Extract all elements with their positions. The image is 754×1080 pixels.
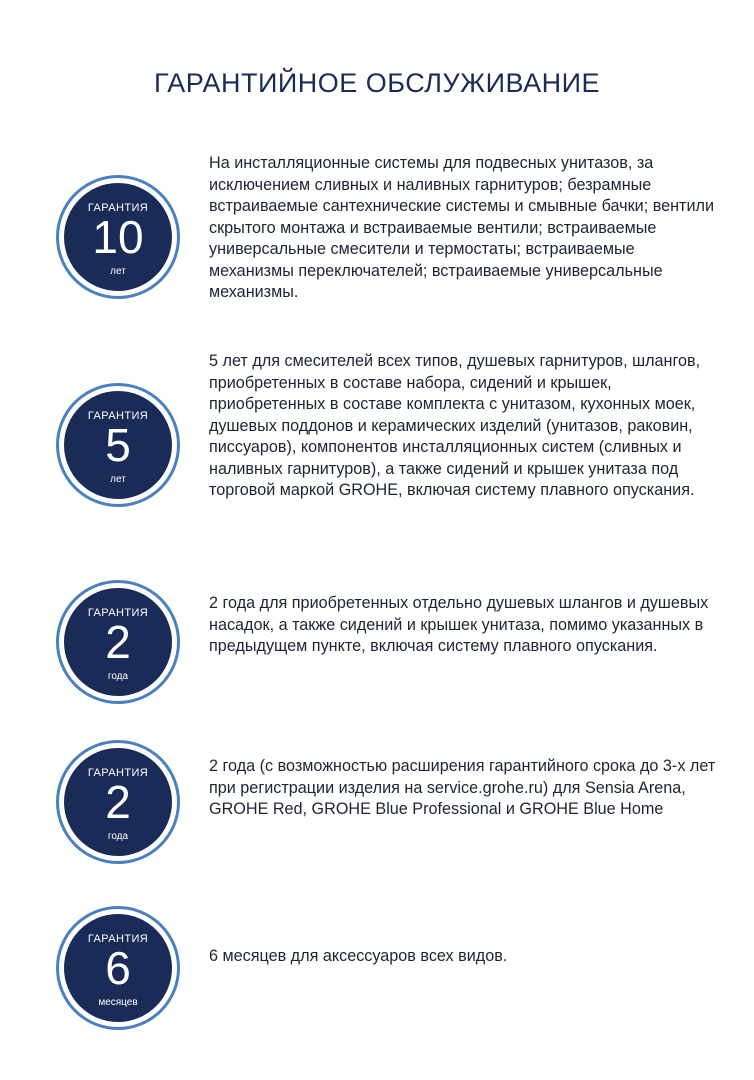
badge-unit: лет bbox=[110, 266, 126, 277]
warranty-description: 2 года (с возможностью расширения гарантийного срока до 3-х лет при регистрации изделия на service.grohe.ru) для Sensia Arena, GROHE Red, GROHE Blue Professional и GROHE Blue Home bbox=[209, 757, 716, 818]
badge-number: 10 bbox=[92, 211, 144, 263]
warranty-description: 6 месяцев для аксессуаров всех видов. bbox=[209, 947, 508, 965]
badge-label: ГАРАНТИЯ bbox=[87, 202, 149, 214]
badge-label: ГАРАНТИЯ bbox=[87, 767, 149, 779]
warranty-badge bbox=[56, 383, 180, 507]
warranty-badge bbox=[56, 740, 180, 864]
warranty-badge bbox=[56, 906, 180, 1030]
badge-unit: года bbox=[107, 671, 129, 682]
warranty-badge bbox=[56, 175, 180, 299]
badge-label: ГАРАНТИЯ bbox=[87, 410, 149, 422]
badge-unit: лет bbox=[110, 474, 126, 485]
badge-number: 6 bbox=[105, 942, 131, 994]
badge-label: ГАРАНТИЯ bbox=[87, 933, 149, 945]
badge-number: 2 bbox=[105, 616, 131, 668]
badge-unit: месяцев bbox=[98, 997, 138, 1008]
badge-unit: года bbox=[107, 831, 129, 842]
warranty-description: 5 лет для смесителей всех типов, душевых гарнитуров, шлангов, приобретенных в составе набора, сидений и крышек, приобретенных в составе комплекта с унитазом, кухонных моек, душевых поддонов и керамических изделий (унитазов, раковин, писсуаров), компонентов инсталляционных систем (сливных и наливных гарнитуров), а также сидений и крышек унитаза под торговой маркой GROHE, включая систему плавного опускания. bbox=[209, 352, 701, 499]
warranty-description: На инсталляционные системы для подвесных унитазов, за исключением сливных и наливных гарнитуров; безрамные встраиваемые сантехнические системы и смывные бачки; вентили скрытого монтажа и встраиваемые вентили; встраиваемые универсальные смесители и термостаты; встраиваемые механизмы переключателей; встраиваемые универсальные механизмы. bbox=[209, 154, 715, 301]
page-title: ГАРАНТИЙНОЕ ОБСЛУЖИВАНИЕ bbox=[153, 68, 601, 98]
warranty-badge bbox=[56, 580, 180, 704]
warranty-description: 2 года для приобретенных отдельно душевых шлангов и душевых насадок, а также сидений и крышек унитаза, помимо указанных в предыдущем пункте, включая систему плавного опускания. bbox=[209, 594, 709, 655]
badge-number: 5 bbox=[105, 419, 131, 471]
badge-number: 2 bbox=[105, 776, 131, 828]
badge-label: ГАРАНТИЯ bbox=[87, 607, 149, 619]
